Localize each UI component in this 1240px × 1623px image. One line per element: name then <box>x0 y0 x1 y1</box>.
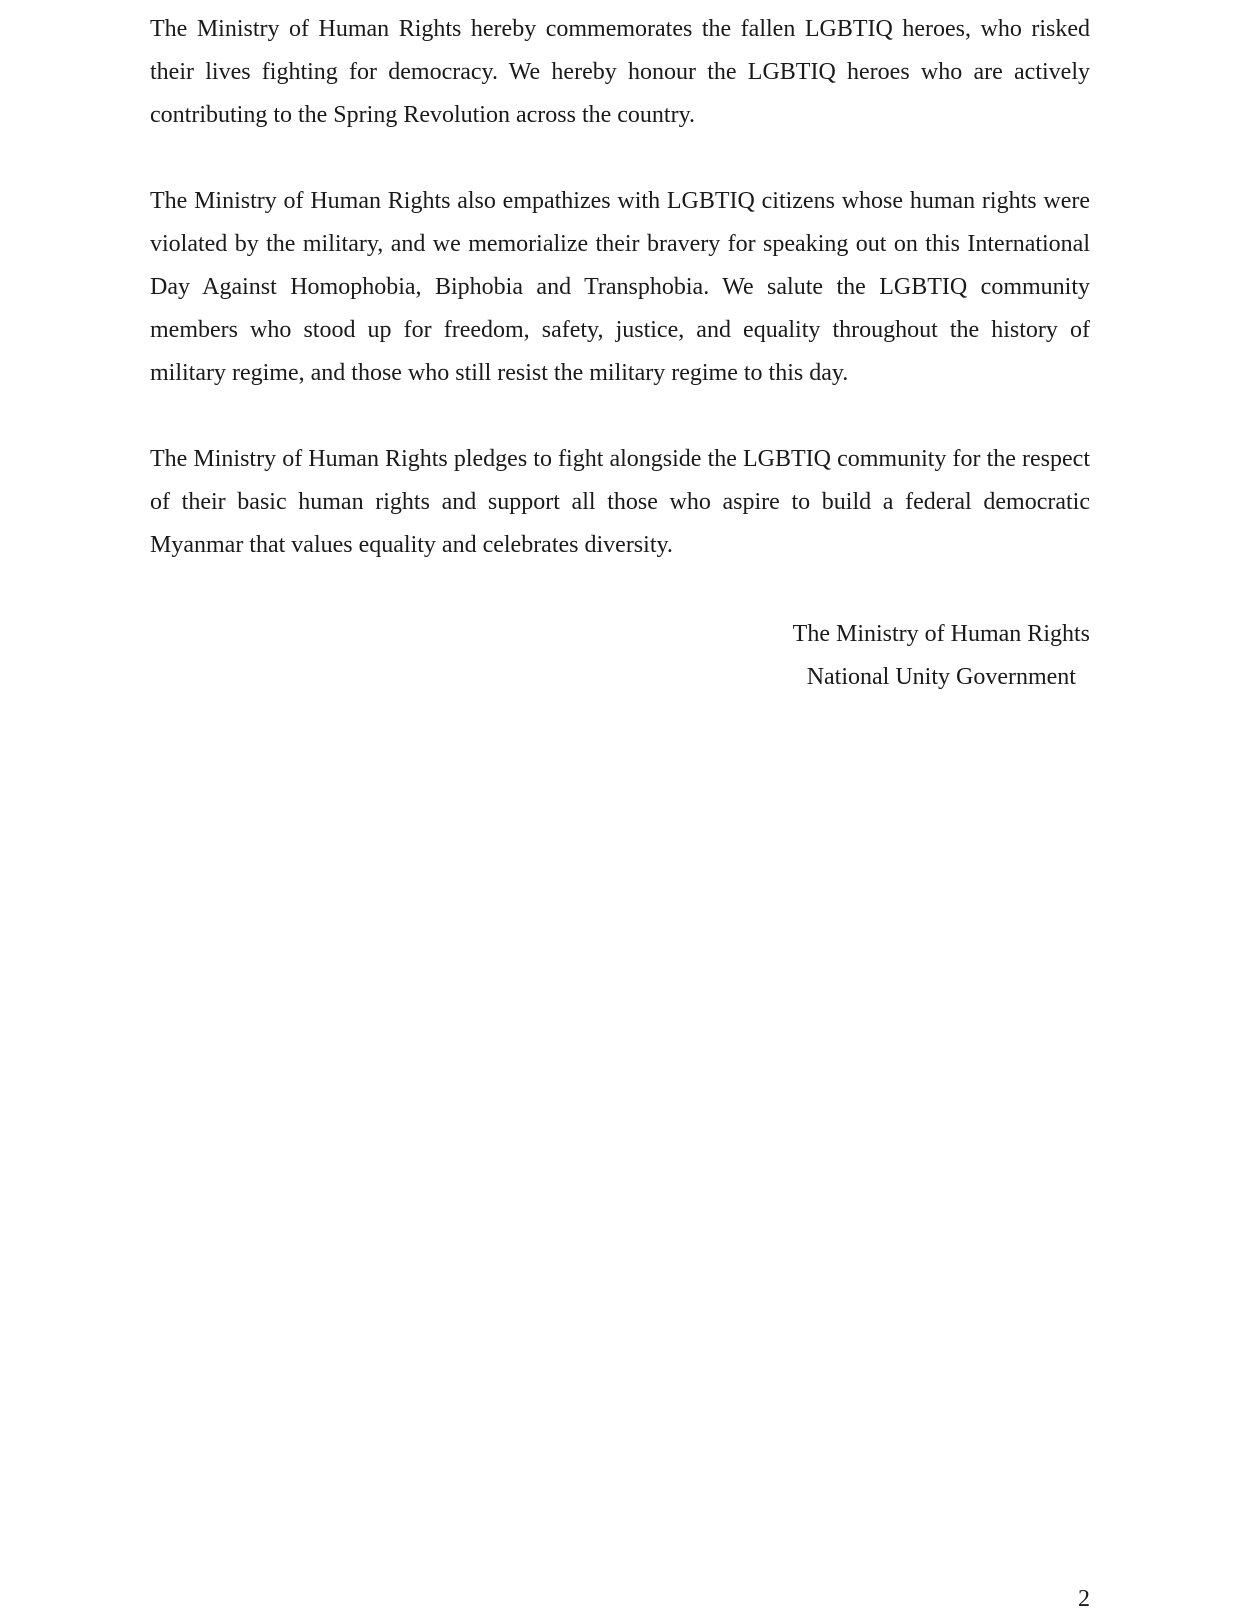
page-number: 2 <box>1078 1586 1090 1612</box>
paragraph-commemoration: The Ministry of Human Rights hereby commemorates the fallen LGBTIQ heroes, who risked their lives fighting for democracy. We hereby honour the LGBTIQ heroes who are actively contributing to the Spring Revolution across the country. <box>150 16 1090 128</box>
signature-government: National Unity Government <box>806 664 1076 690</box>
signature-ministry: The Ministry of Human Rights <box>792 621 1090 647</box>
document-body <box>150 8 1090 567</box>
paragraph-pledge: The Ministry of Human Rights pledges to fight alongside the LGBTIQ community for the respect of their basic human rights and support all those who aspire to build a federal democratic Myanmar that values equality and celebrates diversity. <box>150 446 1090 558</box>
signature-block <box>793 613 1090 699</box>
paragraph-empathy: The Ministry of Human Rights also empathizes with LGBTIQ citizens whose human rights were violated by the military, and we memorialize their bravery for speaking out on this International Day Against Homophobia, Biphobia and Transphobia. We salute the LGBTIQ community members who stood up for freedom, safety, justice, and equality throughout the history of military regime, and those who still resist the military regime to this day. <box>150 188 1090 386</box>
